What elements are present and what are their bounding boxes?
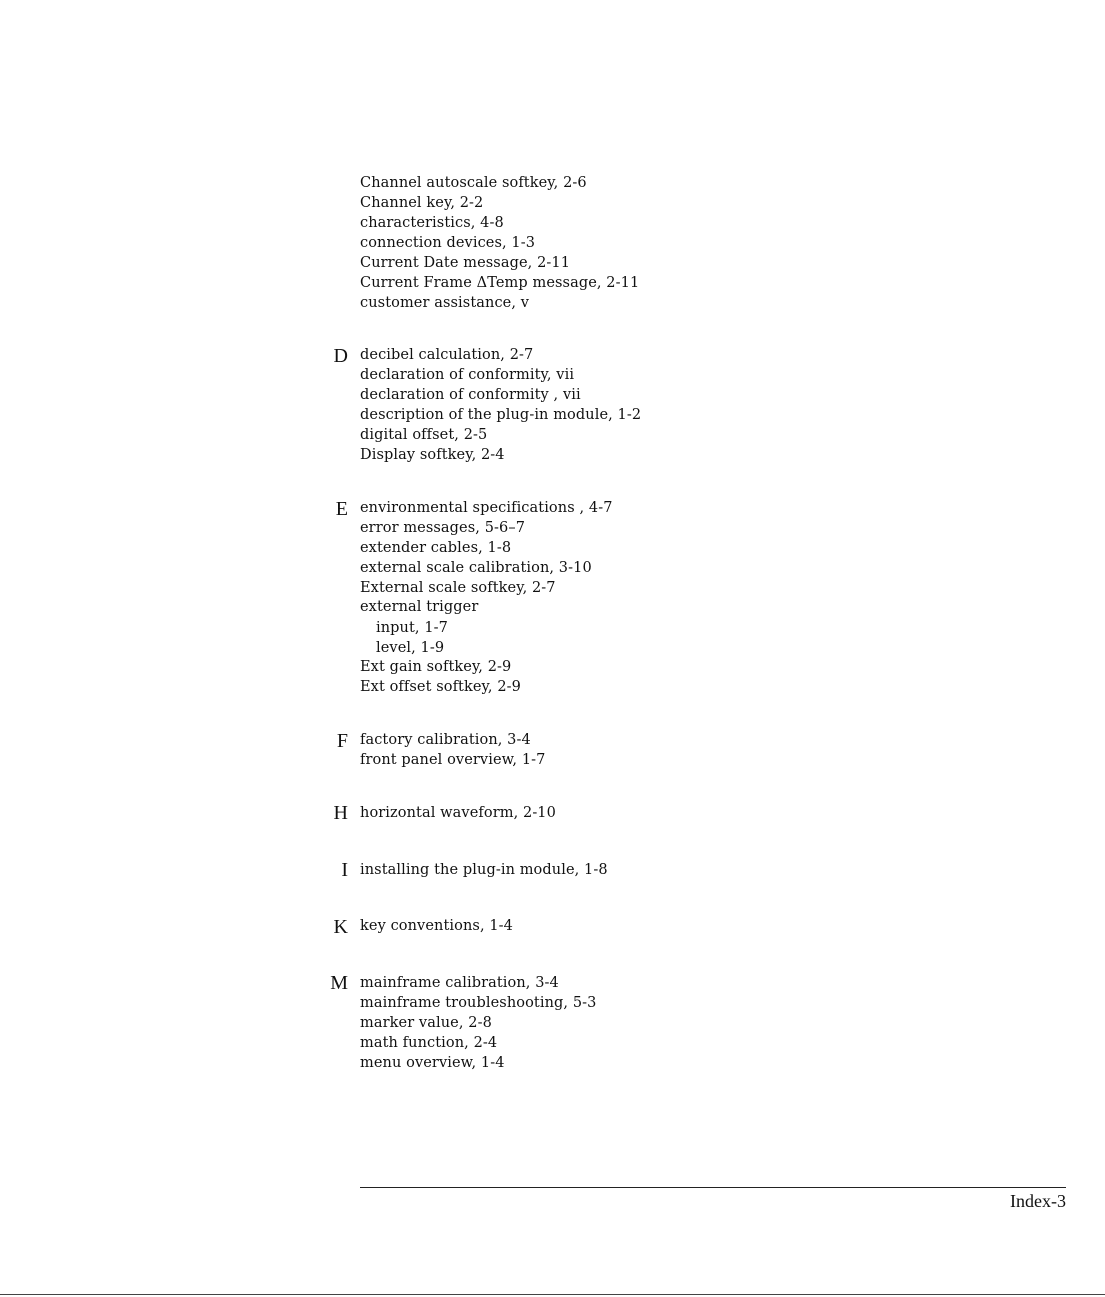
index-entry: environmental specifications , 4-7: [360, 500, 613, 516]
index-entry: marker value, 2-8: [360, 1015, 492, 1031]
index-entry: Channel autoscale softkey, 2-6: [360, 175, 587, 191]
section-letter-m: M: [330, 972, 348, 994]
index-entry: characteristics, 4-8: [360, 215, 504, 231]
section-letter-d: D: [333, 345, 348, 367]
index-entry: external scale calibration, 3-10: [360, 560, 592, 576]
index-entry: Ext gain softkey, 2-9: [360, 659, 512, 675]
page-number: Index-3: [1010, 1191, 1066, 1211]
index-entry: mainframe calibration, 3-4: [360, 975, 559, 991]
index-entry: Ext offset softkey, 2-9: [360, 679, 521, 695]
section-letter-e: E: [335, 498, 348, 520]
section-letter-i: I: [341, 859, 348, 881]
index-entry: math function, 2-4: [360, 1035, 498, 1051]
index-entry: factory calibration, 3-4: [360, 732, 531, 748]
index-subentry: level, 1-9: [376, 640, 445, 656]
index-entry: key conventions, 1-4: [360, 918, 514, 934]
index-entry: Channel key, 2-2: [360, 195, 484, 211]
index-entry: connection devices, 1-3: [360, 235, 536, 251]
index-entry: Display softkey, 2-4: [360, 447, 505, 463]
index-entry: menu overview, 1-4: [360, 1055, 505, 1071]
footer-divider: [360, 1187, 1066, 1188]
index-entry: declaration of conformity, vii: [360, 367, 575, 383]
index-entry: error messages, 5-6–7: [360, 520, 526, 536]
index-entry: description of the plug-in module, 1-2: [360, 407, 642, 423]
index-entry: External scale softkey, 2-7: [360, 580, 556, 596]
index-entry: Current Date message, 2-11: [360, 255, 571, 271]
index-entry: extender cables, 1-8: [360, 540, 512, 556]
index-entry: external trigger: [360, 599, 479, 615]
section-letter-k: K: [333, 916, 348, 938]
index-entry: declaration of conformity , vii: [360, 387, 581, 403]
index-entry: front panel overview, 1-7: [360, 752, 546, 768]
index-entry: Current Frame ΔTemp message, 2-11: [360, 275, 640, 291]
index-entry: digital offset, 2-5: [360, 427, 488, 443]
page-bottom-edge: [0, 1294, 1105, 1295]
index-entry: horizontal waveform, 2-10: [360, 805, 556, 821]
index-subentry: input, 1-7: [376, 620, 448, 636]
section-letter-f: F: [336, 730, 348, 752]
section-letter-h: H: [333, 802, 348, 824]
index-entry: customer assistance, v: [360, 295, 530, 311]
index-entry: decibel calculation, 2-7: [360, 347, 534, 363]
index-entry: mainframe troubleshooting, 5-3: [360, 995, 597, 1011]
index-entry: installing the plug-in module, 1-8: [360, 862, 608, 878]
